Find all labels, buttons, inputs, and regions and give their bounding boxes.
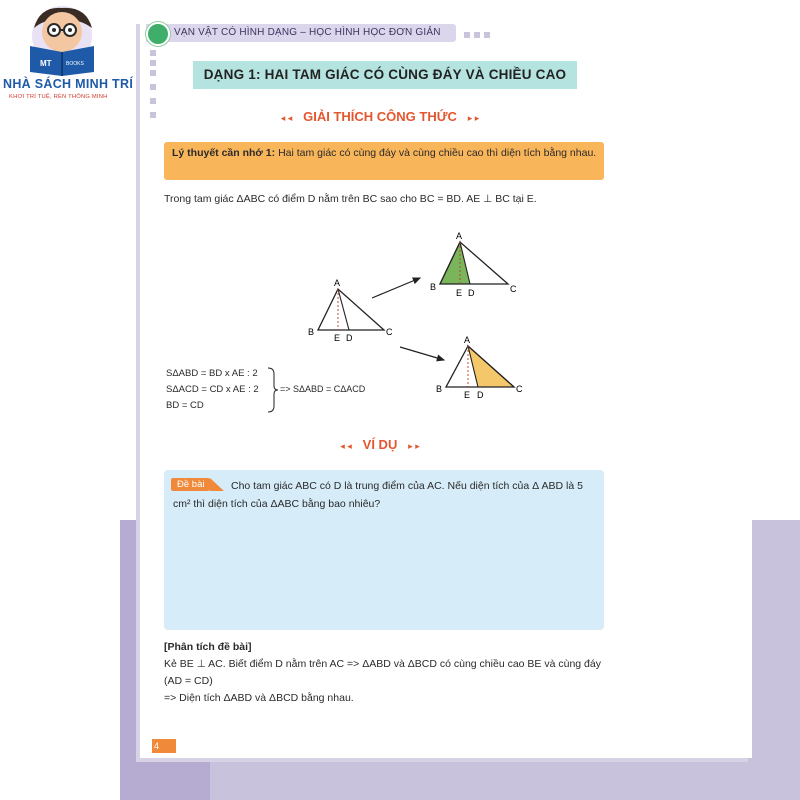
theory-content: Hai tam giác có cùng đáy và cùng chiều cao thì diện tích bằng nhau. — [275, 147, 597, 159]
right-arrows-icon: ▸ ▸ — [467, 113, 480, 123]
analysis-line-1: Kẻ BE ⊥ AC. Biết điểm D nằm trên AC => ΔABD và ΔBCD có cùng chiều cao BE và cùng đáy (AD = CD) — [164, 658, 601, 687]
label-e-1: E — [334, 333, 341, 343]
label-a-1: A — [334, 278, 341, 288]
page-number: 4 — [152, 739, 176, 753]
logo-brand-name: NHÀ SÁCH MINH TRÍ — [3, 77, 134, 91]
arrow-to-green — [372, 278, 420, 298]
label-c-1: C — [386, 327, 393, 337]
triangle-abc-base — [308, 278, 393, 343]
label-d-1: D — [346, 333, 353, 343]
analysis-section — [164, 639, 604, 707]
left-arrows-icon: ◂ ◂ — [280, 113, 293, 123]
analysis-heading: [Phân tích đề bài] — [164, 641, 252, 653]
lesson-title: DẠNG 1: HAI TAM GIÁC CÓ CÙNG ĐÁY VÀ CHIỀU CAO — [203, 67, 567, 82]
arrow-to-yellow — [400, 347, 444, 360]
intro-text: Trong tam giác ΔABC có điểm D nằm trên BC sao cho BC = BD. AE ⊥ BC tại E. — [164, 193, 537, 205]
left-arrows-icon-2: ◂ ◂ — [340, 441, 352, 451]
theory-label: Lý thuyết cần nhớ 1: — [172, 147, 276, 159]
label-a-3: A — [464, 335, 471, 345]
label-e-3: E — [464, 390, 471, 400]
formula-line-3: BD = CD — [166, 400, 204, 411]
label-c-2: C — [510, 284, 517, 294]
label-c-3: C — [516, 384, 523, 394]
formula-line-2: SΔACD = CD x AE : 2 — [166, 384, 259, 395]
formula-result: => SΔABD = CΔACD — [280, 384, 366, 394]
chapter-title: VẠN VẬT CÓ HÌNH DẠNG – HỌC HÌNH HỌC ĐƠN GIẢN — [174, 27, 441, 38]
section-formula-label: GIẢI THÍCH CÔNG THỨC — [303, 109, 457, 124]
label-e-2: E — [456, 288, 463, 298]
right-arrows-icon-2: ▸ ▸ — [408, 441, 420, 451]
problem-text: Cho tam giác ABC có D là trung điểm của AC. Nếu diện tích của Δ ABD là 5 cm² thì diện tích của ΔABC bằng bao nhiêu? — [173, 480, 583, 510]
label-b-3: B — [436, 384, 443, 394]
triangle-acd-yellow — [436, 335, 523, 400]
logo-slogan: KHƠI TRÍ TUỆ, RÈN THÔNG MINH — [9, 94, 108, 100]
section-example-heading — [0, 437, 760, 452]
label-b-1: B — [308, 327, 315, 337]
formula-brace — [268, 368, 278, 412]
label-b-2: B — [430, 282, 437, 292]
label-d-3: D — [477, 390, 484, 400]
logo-book-right-text: BOOKS — [66, 61, 84, 67]
area-formulas — [166, 366, 259, 414]
triangle-abd-green — [430, 231, 517, 298]
analysis-line-2: => Diện tích ΔABD và ΔBCD bằng nhau. — [164, 692, 354, 704]
label-d-2: D — [468, 288, 475, 298]
label-a-2: A — [456, 231, 463, 241]
problem-tag: Đề bài — [171, 478, 210, 491]
logo-book-left-text: MT — [40, 59, 52, 68]
formula-line-1: SΔABD = BD x AE : 2 — [166, 368, 258, 379]
section-example-label: VÍ DỤ — [362, 437, 398, 452]
